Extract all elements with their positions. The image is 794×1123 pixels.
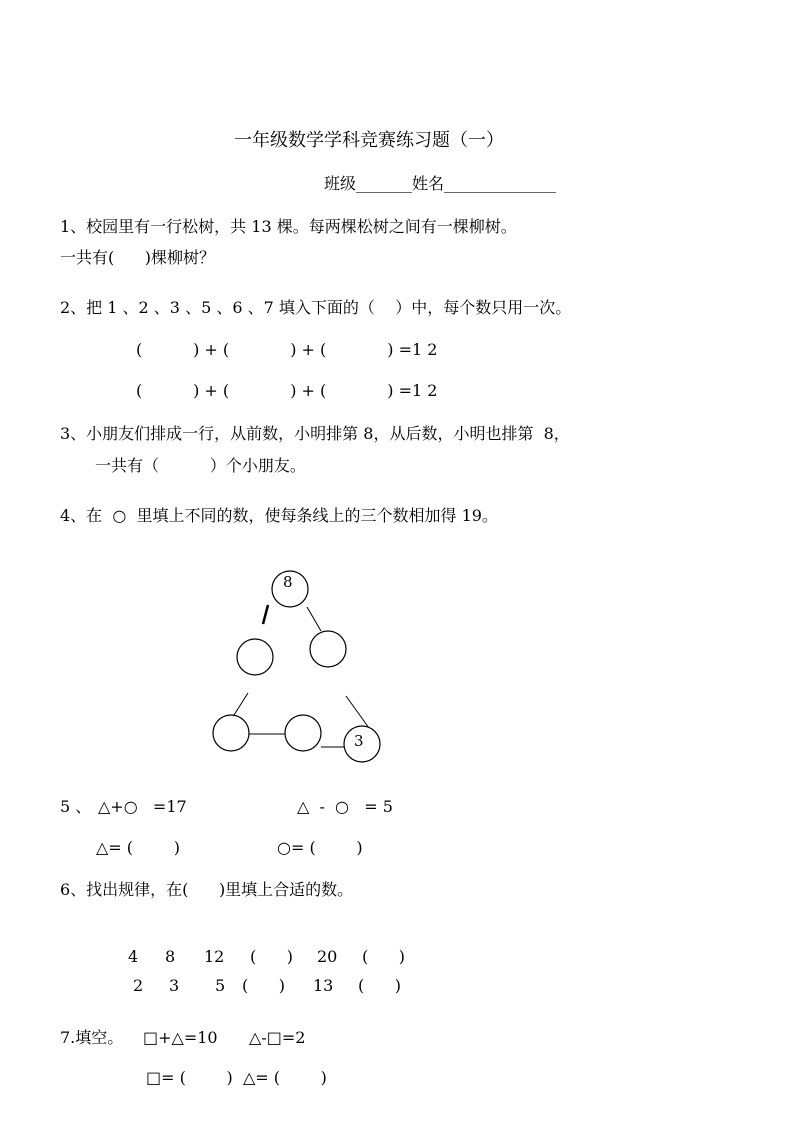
q5-equation-right: △ - ○ = 5 xyxy=(297,797,393,816)
q1-line1: 1、校园里有一行松树，共 13 棵。每两棵松树之间有一棵柳树。 xyxy=(60,217,517,236)
circle-right-middle xyxy=(310,631,346,667)
circle-bottom-left xyxy=(213,715,249,751)
class-name-line: 班级_______姓名______________ xyxy=(324,174,557,193)
line-top-left xyxy=(263,605,268,624)
q1-line2: 一共有( )棵柳树？ xyxy=(60,248,216,267)
q2-text: 2、把 1 、2 、3 、5 、6 、7 填入下面的（ ）中，每个数只用一次。 xyxy=(60,298,572,317)
q6-row2-item: ( ) xyxy=(358,976,401,995)
q3-line2: 一共有（ ）个小朋友。 xyxy=(95,456,306,475)
q6-row1-item: 20 xyxy=(317,947,338,966)
q6-row1-item: 12 xyxy=(204,947,225,966)
q5-equation-left: △+○ =17 xyxy=(98,797,187,816)
q5-answer-left: △= ( ) xyxy=(96,838,180,857)
q6-row2-item: 5 xyxy=(215,976,226,995)
corner-circle-value: 3 xyxy=(354,732,364,750)
q4-text: 4、在 ○ 里填上不同的数，使每条线上的三个数相加得 19。 xyxy=(60,506,498,525)
line-top-right xyxy=(307,607,321,631)
q7-equation-1: □+△=10 xyxy=(143,1028,218,1047)
q6-row1-item: ( ) xyxy=(250,947,293,966)
q6-row2-item: 2 xyxy=(133,976,144,995)
q5-answer-right: ○= ( ) xyxy=(277,838,363,857)
q7-text: 7.填空。 xyxy=(60,1028,124,1047)
q6-text: 6、找出规律，在( )里填上合适的数。 xyxy=(60,880,354,899)
circle-left-middle xyxy=(237,639,273,675)
q6-row1-item: 4 xyxy=(128,947,139,966)
q5-number: 5 、 xyxy=(60,797,92,816)
q6-row2-item: 3 xyxy=(169,976,180,995)
q7-answers: □= ( ) △= ( ) xyxy=(146,1068,327,1087)
top-circle-value: 8 xyxy=(283,573,293,591)
circle-bottom-middle xyxy=(285,715,321,751)
q6-row1-item: 8 xyxy=(165,947,176,966)
page-title: 一年级数学学科竞赛练习题（一） xyxy=(234,130,504,151)
q6-row2-item: 13 xyxy=(313,976,334,995)
q2-equation-2: ( ) + ( ) + ( ) =1 2 xyxy=(136,381,438,400)
q3-line1: 3、小朋友们排成一行，从前数，小明排第 8，从后数，小明也排第 8， xyxy=(60,424,570,443)
q2-equation-1: ( ) + ( ) + ( ) =1 2 xyxy=(136,340,438,359)
q6-row1-item: ( ) xyxy=(362,947,405,966)
line-right-lower xyxy=(346,696,369,728)
q7-equation-2: △-□=2 xyxy=(249,1028,306,1047)
line-left-lower xyxy=(234,693,248,715)
q6-row2-item: ( ) xyxy=(242,976,285,995)
